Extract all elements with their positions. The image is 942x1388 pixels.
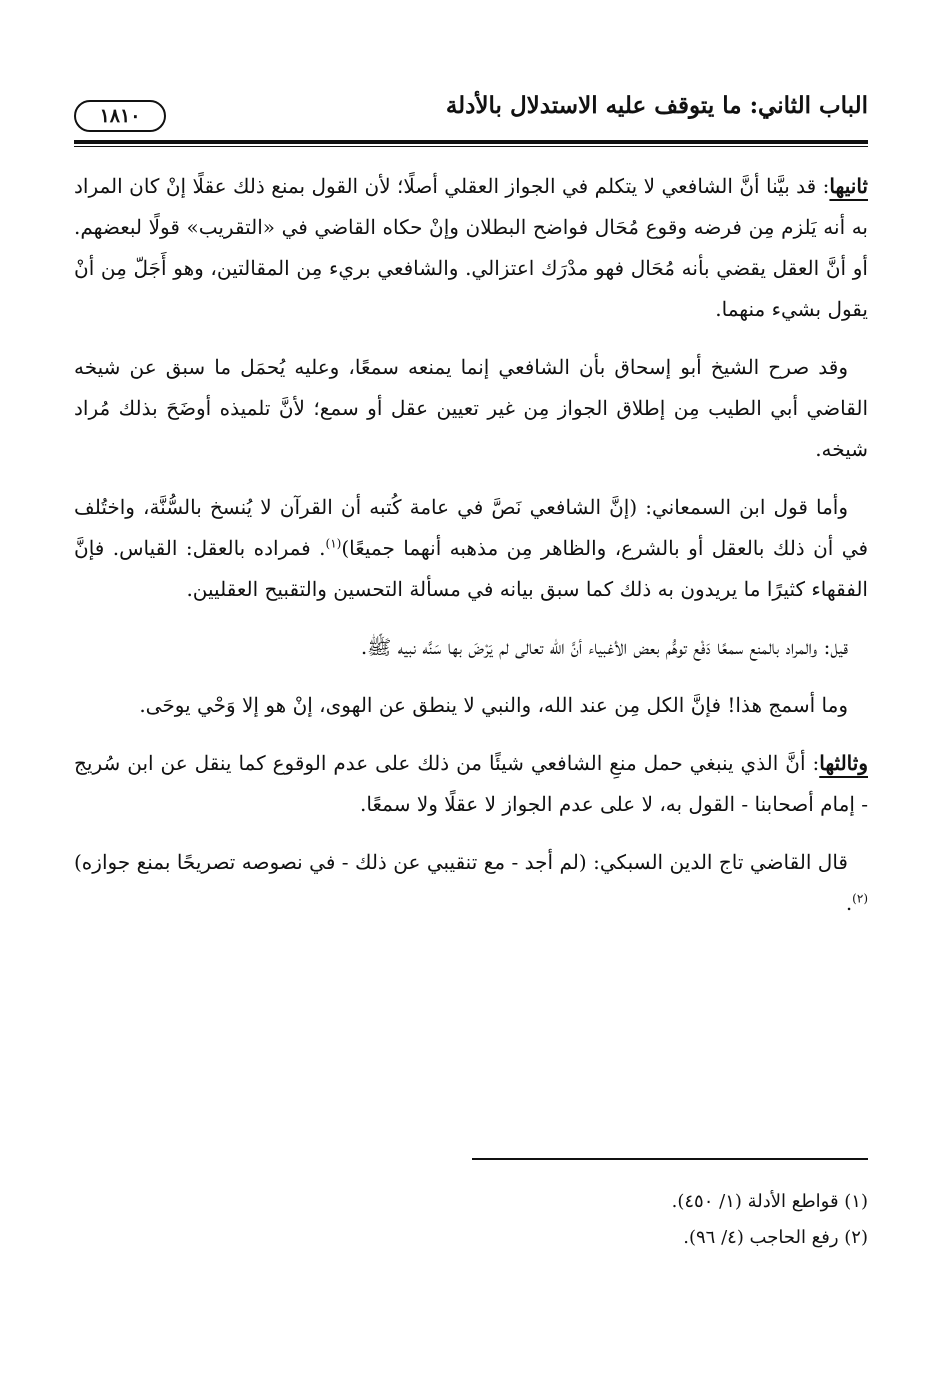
chapter-title: الباب الثاني: ما يتوقف عليه الاستدلال بالأدلة bbox=[445, 92, 868, 119]
paragraph-text: : أنَّ الذي ينبغي حمل منعِ الشافعي شيئًا من ذلك على عدم الوقوع كما ينقل عن ابن سُريج - إمام أصحابنا - القول به، لا على عدم الجواز لا عقلًا ولا سمعًا. bbox=[74, 751, 868, 816]
main-text bbox=[74, 166, 868, 941]
paragraph-text: وقد صرح الشيخ أبو إسحاق بأن الشافعي إنما يمنعه سمعًا، وعليه يُحمَل ما سبق عن شيخه القاضي أبي الطيب مِن إطلاق الجواز مِن غير تعيين عقل أو سمع؛ لأنَّ تلميذه أوضَحَ بذلك مُراد شيخه. bbox=[74, 355, 868, 461]
paragraph-5 bbox=[74, 685, 868, 726]
paragraph-text: . فمراده بالعقل: القياس. فإنَّ الفقهاء كثيرًا ما يريدون به ذلك كما سبق بيانه في مسألة التحسين والتقبيح العقليين. bbox=[74, 536, 868, 601]
paragraph-4 bbox=[74, 627, 868, 668]
header-rule bbox=[74, 140, 868, 144]
paragraph-6 bbox=[74, 743, 868, 825]
paragraph-2 bbox=[74, 347, 868, 470]
header-rule-thin bbox=[74, 146, 868, 147]
paragraph-text: وأما قول ابن السمعاني: (إنَّ الشافعي نَصَّ في عامة كُتبه أن القرآن لا يُنسخ بالسُّنَّة، واختُلف في أن ذلك بالعقل أو بالشرع، والظاهر مِن مذهبه أنهما جميعًا) bbox=[74, 495, 868, 560]
page-number: ١٨١٠ bbox=[74, 100, 166, 132]
paragraph-text: قيل: والمراد بالمنع سمعًا دَفْع توهُّم بعض الأغبياء أنَّ الله تعالى لم يَرْضَ بها سَنَّه نبيه ﷺ. bbox=[360, 635, 848, 659]
paragraph-text: . bbox=[845, 891, 853, 915]
paragraph-1 bbox=[74, 166, 868, 330]
paragraph-lead: ثانيها bbox=[829, 174, 868, 198]
paragraph-text: قال القاضي تاج الدين السبكي: (لم أجد - مع تنقيبي عن ذلك - في نصوصه تصريحًا بمنع جوازه) bbox=[74, 850, 848, 874]
footnote-ref-1[interactable]: (١) bbox=[325, 536, 342, 551]
paragraph-3 bbox=[74, 487, 868, 610]
footnote-ref-2[interactable]: (٢) bbox=[852, 891, 868, 906]
paragraph-7 bbox=[74, 842, 868, 924]
page-header bbox=[74, 88, 868, 140]
footnote-2: (٢) رفع الحاجب (٤/ ٩٦). bbox=[683, 1227, 868, 1248]
paragraph-lead: وثالثها bbox=[819, 751, 868, 775]
paragraph-text: : قد بيَّنا أنَّ الشافعي لا يتكلم في الجواز العقلي أصلًا؛ لأن القول بمنع ذلك عقلًا إنْ كان المراد به أنه يَلزم مِن فرضه وقوع مُحَال فواضح البطلان وإنْ حكاه القاضي في «التقريب» قولًا لبعضهم. أو أنَّ العقل يقضي بأنه مُحَال فهو مدْرَك اعتزالي. والشافعي بريء مِن المقالتين، وهو أَجَلّ مِن أنْ يقول بشيء منهما. bbox=[74, 174, 868, 321]
paragraph-text: وما أسمج هذا! فإنَّ الكل مِن عند الله، والنبي لا ينطق عن الهوى، إنْ هو إلا وَحْي يوحَى. bbox=[139, 693, 848, 717]
footnote-1: (١) قواطع الأدلة (١/ ٤٥٠). bbox=[671, 1191, 868, 1212]
footnotes bbox=[74, 1184, 868, 1256]
footnote-divider bbox=[472, 1158, 868, 1160]
